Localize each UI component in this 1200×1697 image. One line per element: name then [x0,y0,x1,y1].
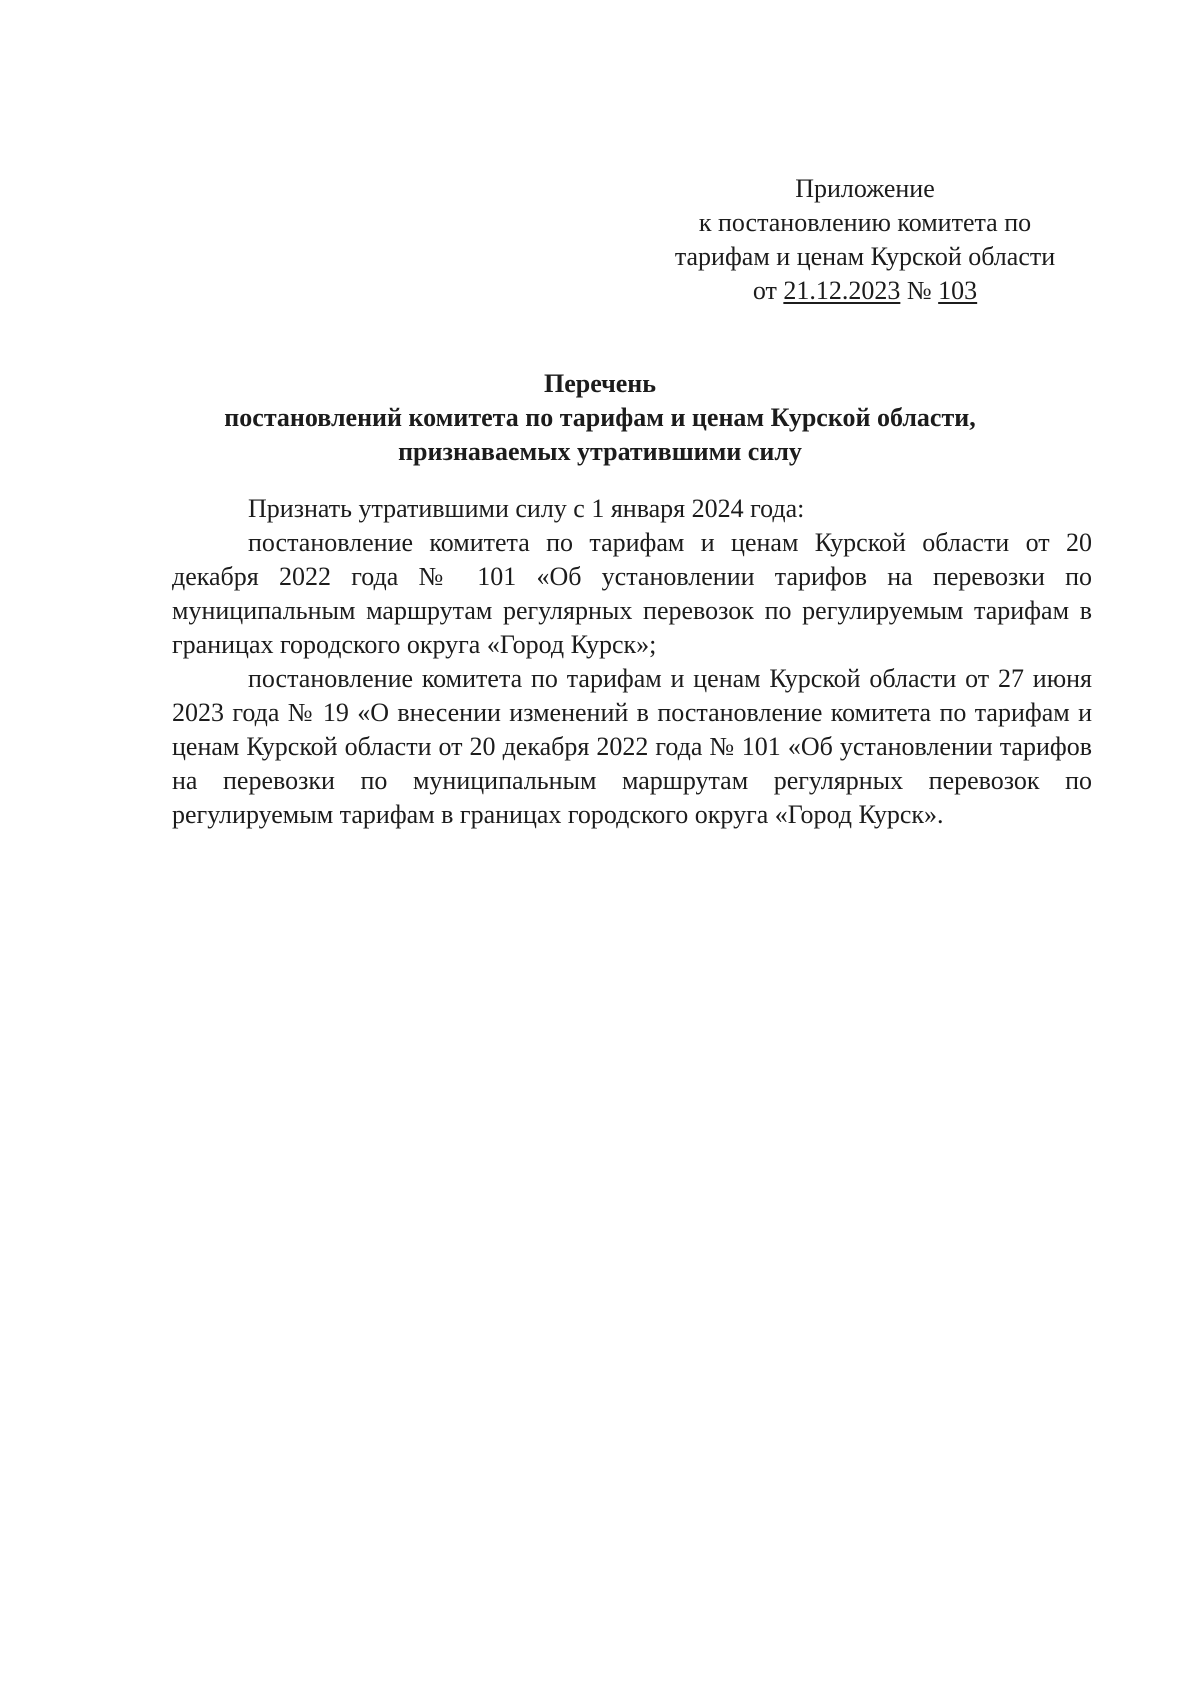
appendix-number: 103 [938,276,978,305]
title-line-1: Перечень [543,369,657,398]
title-line-2: постановлений комитета по тарифам и ценам Курской области, [224,403,976,432]
document-body [172,492,1092,832]
appendix-date-number [650,274,1080,308]
list-item-1: постановление комитета по тарифам и ценам Курской области от 20 декабря 2022 года № 101 «Об установлении тарифов на перевозки по муниципальным маршрутам регулярных перевозок по регулируемым тарифам в границах городского округа «Город Курск»; [172,528,1092,659]
appendix-number-sign: № [900,276,939,305]
document-title [150,367,1050,469]
appendix-from-prefix: от [752,276,784,305]
appendix-header [650,172,1080,308]
appendix-reference-line-2: тарифам и ценам Курской области [674,242,1056,271]
appendix-label: Приложение [795,174,935,203]
title-line-3: признаваемых утратившими силу [398,437,802,466]
intro-paragraph: Признать утратившими силу с 1 января 2024 года: [248,494,805,523]
appendix-date: 21.12.2023 [783,276,901,305]
list-item-2: постановление комитета по тарифам и ценам Курской области от 27 июня 2023 года № 19 «О внесении изменений в постановление комитета по тарифам и ценам Курской области от 20 декабря 2022 года № 101 «Об установлении тарифов на перевозки по муниципальным маршрутам регулярных перевозок по регулируемым тарифам в границах городского округа «Город Курск». [172,664,1092,829]
appendix-reference-line-1: к постановлению комитета по [698,208,1032,237]
